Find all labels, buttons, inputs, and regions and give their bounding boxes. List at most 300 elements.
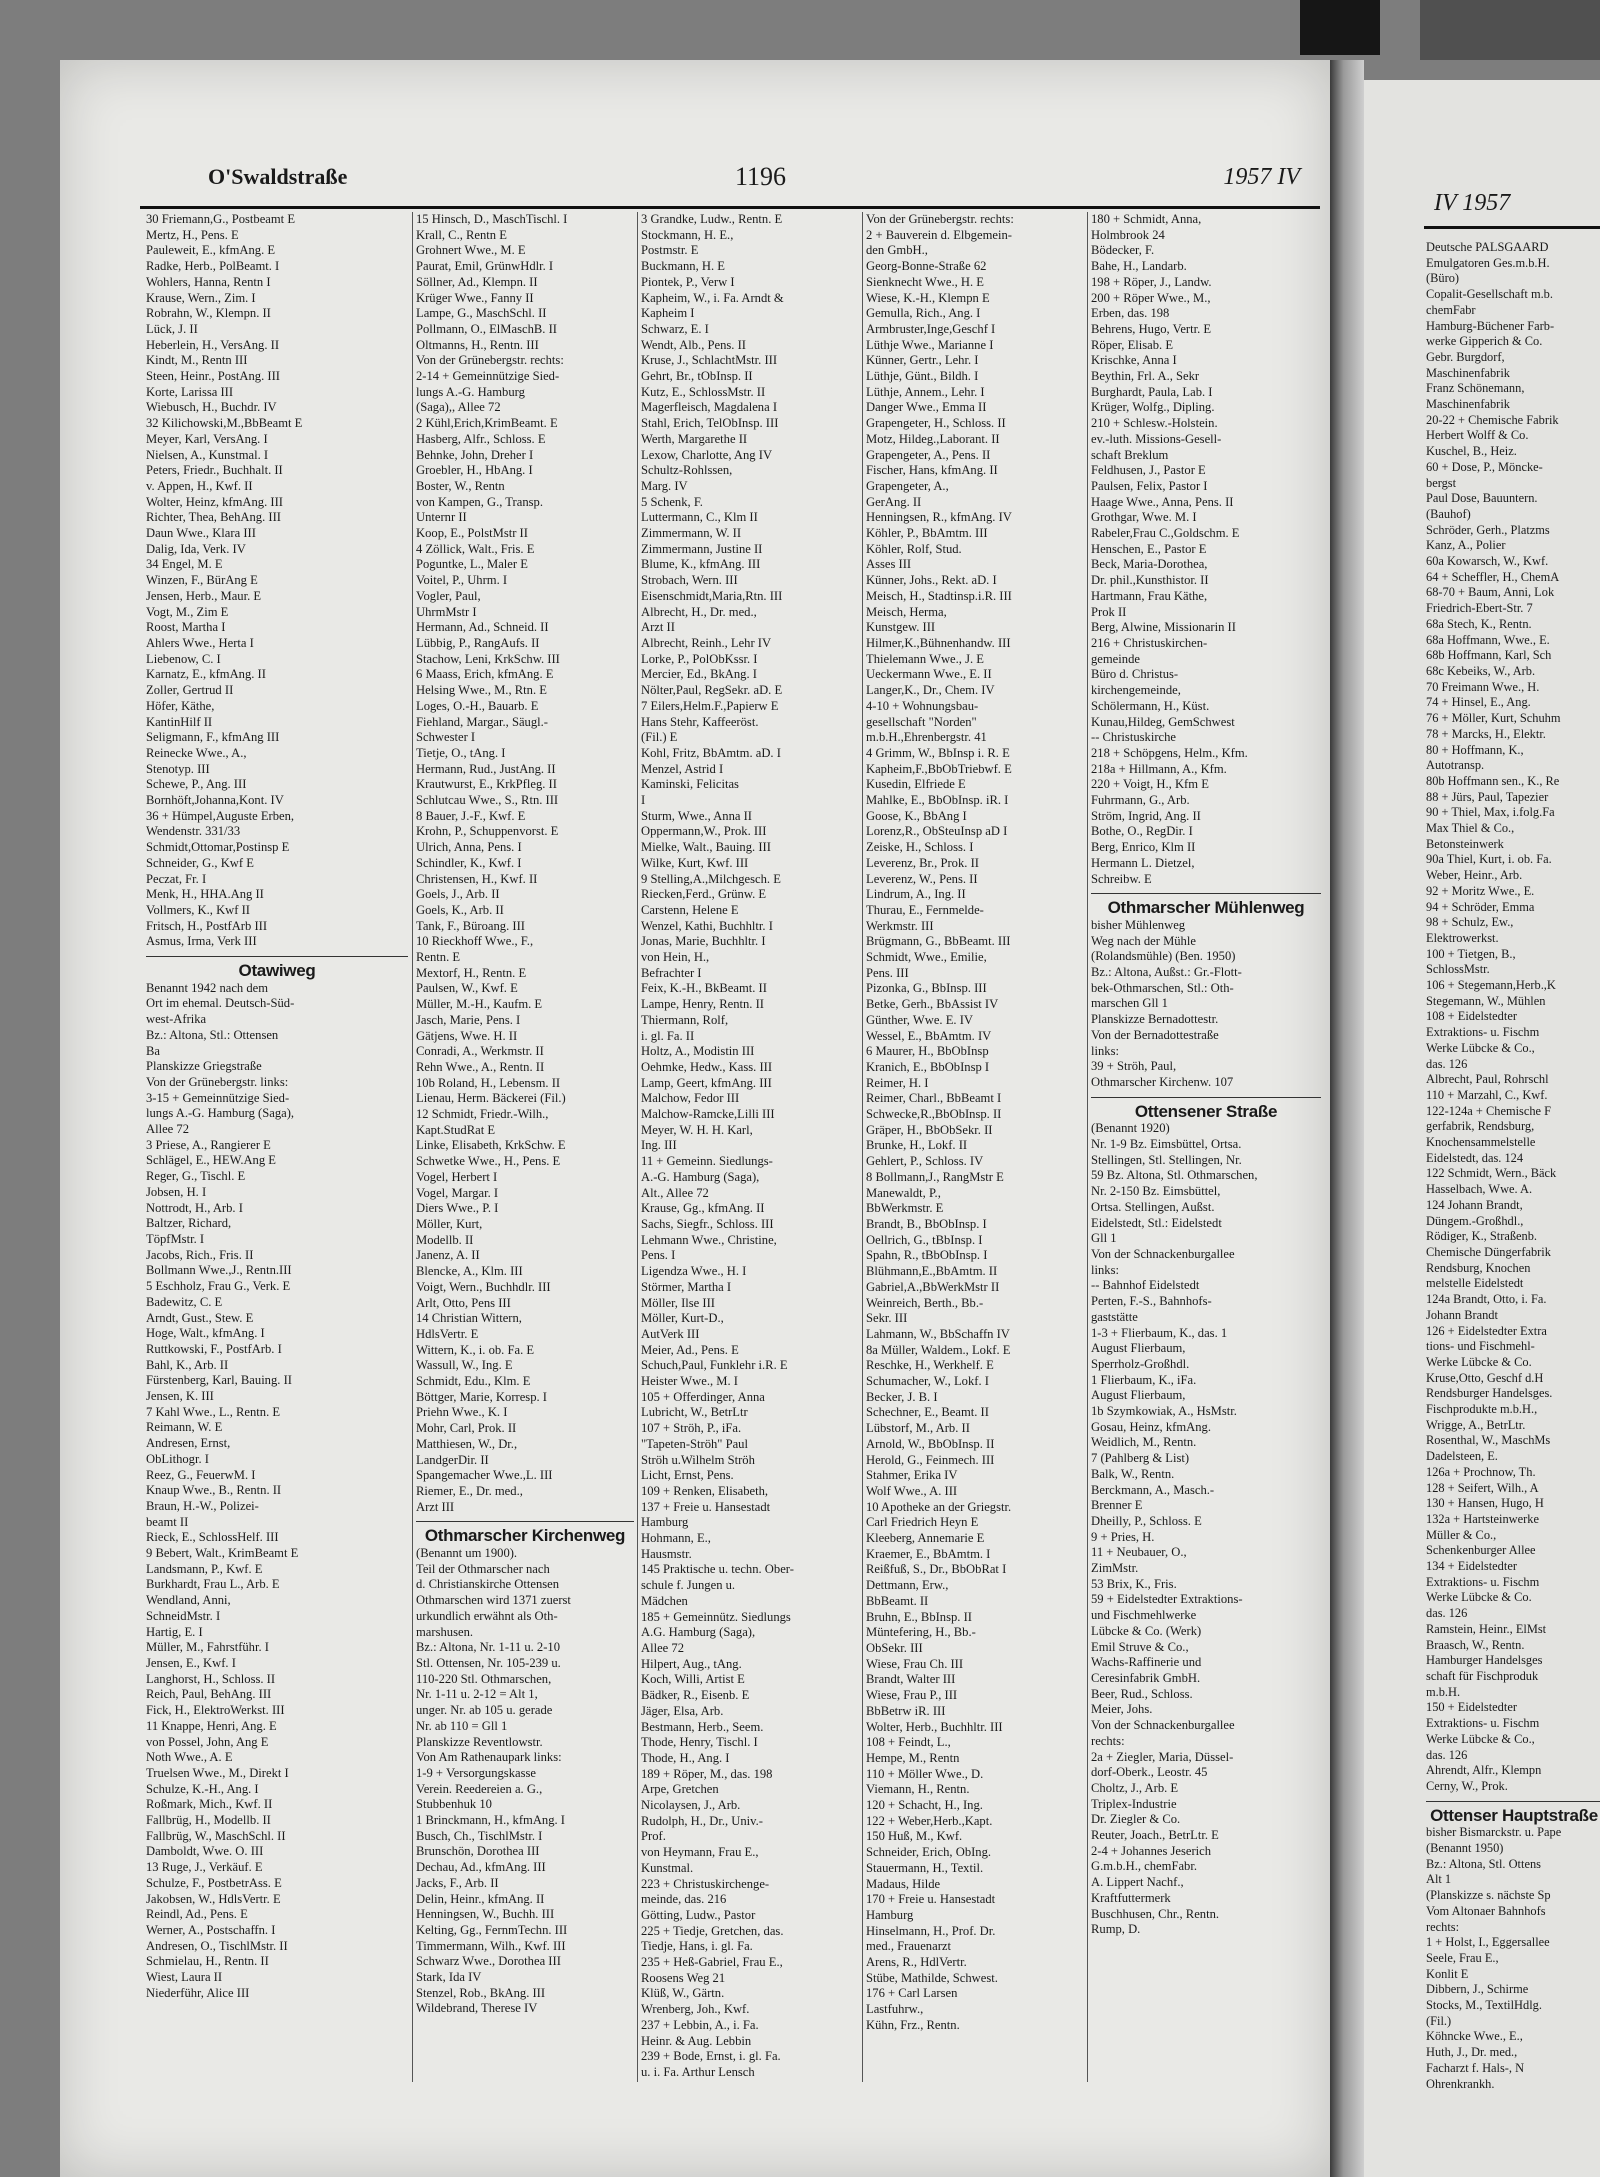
directory-entry: Lubricht, W., BetrLtr (641, 1405, 748, 1420)
directory-entry: Berckmann, A., Masch.- (1091, 1482, 1215, 1497)
directory-entry: Vom Altonaer Bahnhofs (1426, 1903, 1546, 1918)
directory-entry: Hamburg-Büchener Farb- (1426, 318, 1555, 333)
directory-entry: chemFabr (1426, 302, 1476, 317)
directory-entry: Viemann, H., Rentn. (866, 1782, 970, 1797)
directory-entry: Bollmann Wwe.,J., Rentn.III (146, 1263, 292, 1278)
directory-entry: Dadelsteen, E. (1426, 1449, 1498, 1464)
directory-entry: 132a + Hartsteinwerke (1426, 1511, 1539, 1526)
directory-entry: Andresen, O., TischlMstr. II (146, 1938, 288, 1953)
directory-entry: 4 Grimm, W., BbInsp i. R. E (866, 745, 1010, 760)
directory-entry: Röper, Elisab. E (1091, 337, 1174, 352)
directory-entry: Thiermann, Rolf, (641, 1012, 729, 1027)
directory-entry: ObSekr. III (866, 1640, 923, 1655)
directory-entry: Lüthje Wwe., Marianne I (866, 337, 994, 352)
directory-entry: von Heymann, Frau E., (641, 1845, 759, 1860)
directory-entry: Dibbern, J., Schirme (1426, 1982, 1529, 1997)
directory-entry: 126 + Eidelstedter Extra (1426, 1323, 1547, 1338)
directory-entry: 64 + Scheffler, H., ChemA (1426, 569, 1560, 584)
directory-entry: 128 + Seifert, Wilh., A (1426, 1480, 1539, 1495)
directory-entry: Grapengeter, A., (866, 478, 949, 493)
directory-entry: Magerfleisch, Magdalena I (641, 400, 778, 415)
directory-entry: (Benannt 1950) (1426, 1841, 1504, 1856)
directory-entry: Oehmke, Hedw., Kass. III (641, 1059, 773, 1074)
directory-entry: (Saga),, Allee 72 (416, 400, 501, 415)
directory-entry: Pauleweit, E., kfmAng. E (146, 243, 276, 258)
directory-entry: Wiese, Frau Ch. III (866, 1656, 964, 1671)
directory-entry: 189 + Röper, M., das. 198 (641, 1766, 773, 1781)
column-divider (637, 212, 638, 2082)
directory-entry: (Bauhof) (1426, 506, 1471, 521)
directory-entry: 36 + Hümpel,Auguste Erben, (146, 808, 295, 823)
directory-entry: Vogel, Margar. I (416, 1185, 499, 1200)
directory-entry: Wolf Wwe., A. III (866, 1483, 958, 1498)
directory-entry: bergst (1426, 475, 1457, 490)
directory-entry: Grohnert Wwe., M. E (416, 243, 526, 258)
directory-entry: lungs A.-G. Hamburg (416, 384, 525, 399)
directory-entry: Fürstenberg, Karl, Bauing. II (146, 1373, 292, 1388)
directory-entry: Bahl, K., Arb. II (146, 1357, 229, 1372)
directory-entry: Betonsteinwerk (1426, 836, 1504, 851)
directory-entry: marschen Gll 1 (1091, 996, 1168, 1011)
directory-entry: Stenzel, Rob., BkAng. III (416, 1985, 546, 2000)
directory-entry: Landsmann, P., Kwf. E (146, 1561, 263, 1576)
directory-entry: Weidlich, M., Rentn. (1091, 1435, 1197, 1450)
directory-entry: Vogler, Paul, (416, 588, 481, 603)
directory-entry: Mextorf, H., Rentn. E (416, 965, 527, 980)
directory-entry: Menk, H., HHA.Ang II (146, 887, 264, 902)
directory-entry: Kutz, E., SchlossMstr. II (641, 384, 766, 399)
directory-entry: 108 + Eidelstedter (1426, 1009, 1517, 1024)
directory-entry: Wrenberg, Joh., Kwf. (641, 2002, 750, 2017)
directory-entry: 11 + Gemeinn. Siedlungs- (641, 1154, 773, 1169)
directory-entry: Wohlers, Hanna, Rentn I (146, 274, 271, 289)
directory-entry: Vollmers, K., Kwf II (146, 902, 251, 917)
directory-entry: Brandt, Walter III (866, 1672, 956, 1687)
directory-entry: Jensen, Herb., Maur. E (146, 588, 262, 603)
directory-entry: Spahn, R., tBbObInsp. I (866, 1248, 988, 1263)
directory-entry: beamt II (146, 1514, 189, 1529)
directory-entry: i. gl. Fa. II (641, 1028, 695, 1043)
directory-entry: Vogt, M., Zim E (146, 604, 229, 619)
directory-entry: Roost, Martha I (146, 620, 226, 635)
directory-entry: Bz.: Altona, Nr. 1-11 u. 2-10 (416, 1640, 560, 1655)
directory-entry: Köhncke Wwe., E., (1426, 2029, 1523, 2044)
directory-entry: Gebr. Burgdorf, (1426, 349, 1505, 364)
directory-entry: Meisch, Herma, (866, 604, 947, 619)
section-rule (1091, 1097, 1321, 1098)
directory-entry: Krause, Wern., Zim. I (146, 290, 256, 305)
directory-entry: Helsing Wwe., M., Rtn. E (416, 683, 547, 698)
directory-entry: Madaus, Hilde (866, 1876, 941, 1891)
directory-entry: Köhler, Rolf, Stud. (866, 541, 962, 556)
directory-entry: Hamburg (866, 1907, 914, 1922)
directory-entry: Kelting, Gg., FernmTechn. III (416, 1922, 568, 1937)
directory-entry: Bz.: Altona, Stl. Ottens (1426, 1856, 1541, 1871)
directory-entry: Goose, K., BbAng I (866, 808, 967, 823)
directory-entry: Jensen, K. III (146, 1389, 214, 1404)
directory-entry: Poguntke, L., Maler E (416, 557, 528, 572)
directory-entry: unger. Nr. ab 105 u. gerade (416, 1703, 553, 1718)
directory-entry: Max Thiel & Co., (1426, 821, 1515, 836)
directory-entry: links: (1091, 1043, 1119, 1058)
directory-entry: Von Am Rathenaupark links: (416, 1750, 562, 1765)
directory-entry: Stachow, Leni, KrkSchw. III (416, 651, 560, 666)
street-section-title: Ottensener Straße (1134, 1101, 1278, 1121)
directory-entry: Kindt, M., Rentn III (146, 353, 248, 368)
directory-entry: Grapengeter, A., Pens. II (866, 447, 991, 462)
directory-entry: Zimmermann, W. II (641, 526, 742, 541)
directory-entry: Huth, J., Dr. med., (1426, 2045, 1518, 2060)
directory-entry: Henschen, E., Pastor E (1091, 541, 1207, 556)
directory-entry: Schölermann, H., Küst. (1091, 698, 1210, 713)
directory-entry: Maschinenfabrik (1426, 397, 1510, 412)
directory-entry: Fuhrmann, G., Arb. (1091, 793, 1190, 808)
column-divider (412, 212, 413, 2082)
directory-entry: Schwarz Wwe., Dorothea III (416, 1954, 561, 1969)
directory-entry: Hartig, E. I (146, 1624, 203, 1639)
directory-entry: Hartmann, Frau Käthe, (1091, 588, 1208, 603)
directory-entry: Buckmann, H. E (641, 259, 725, 274)
directory-entry: 223 + Christuskirchenge- (641, 1876, 770, 1891)
directory-entry: 198 + Röper, J., Landw. (1091, 274, 1212, 289)
directory-entry: Schlutcau Wwe., S., Rtn. III (416, 793, 559, 808)
directory-entry: Wittern, K., i. ob. Fa. E (416, 1342, 535, 1357)
directory-entry: Böttger, Marie, Korresp. I (416, 1389, 547, 1404)
directory-entry: Malchow, Fedor III (641, 1091, 740, 1106)
directory-entry: Fischer, Hans, kfmAng. II (866, 463, 998, 478)
page-header (140, 156, 1320, 209)
directory-entry: Schneider, Erich, ObIng. (866, 1845, 992, 1860)
directory-entry: Strobach, Wern. III (641, 573, 738, 588)
directory-entry: Wachs-Raffinerie und (1091, 1655, 1202, 1670)
directory-entry: Tank, F., Büroang. III (416, 918, 525, 933)
directory-entry: 60a Kowarsch, W., Kwf. (1426, 554, 1549, 569)
directory-entry: Müntefering, H., Bb.- (866, 1625, 976, 1640)
directory-entry: Haage Wwe., Anna, Pens. II (1091, 494, 1234, 509)
directory-entry: Reez, G., FeuerwM. I (146, 1467, 256, 1482)
directory-entry: Albrecht, H., Dr. med., (641, 604, 757, 619)
directory-entry: 68a Stech, K., Rentn. (1426, 616, 1532, 631)
directory-entry: Lorenz,R., ObSteuInsp aD I (866, 824, 1008, 839)
directory-entry: Rudolph, H., Dr., Univ.- (641, 1813, 763, 1828)
directory-entry: 2 + Bauverein d. Elbgemein- (866, 227, 1012, 242)
directory-entry: Lamp, Geert, kfmAng. III (641, 1075, 772, 1090)
directory-entry: 1 Flierbaum, K., iFa. (1091, 1372, 1197, 1387)
directory-entry: Lück, J. II (146, 321, 198, 336)
directory-entry: 150 + Eidelstedter (1426, 1700, 1517, 1715)
directory-entry: Pens. I (641, 1248, 676, 1263)
directory-entry: 80b Hoffmann sen., K., Re (1426, 773, 1560, 788)
directory-entry: m.b.H.,Ehrenbergstr. 41 (866, 730, 987, 745)
directory-entry: Ström, Ingrid, Ang. II (1091, 808, 1201, 823)
right-page-header: IV 1957 (1434, 190, 1511, 216)
directory-entry: Noth Wwe., A. E (146, 1750, 233, 1765)
directory-entry: Nottrodt, H., Arb. I (146, 1200, 243, 1215)
directory-entry: das. 126 (1426, 1747, 1468, 1762)
directory-entry: 200 + Röper Wwe., M., (1091, 290, 1211, 305)
directory-entry: Krischke, Anna I (1091, 353, 1177, 368)
directory-entry: Dr. Ziegler & Co. (1091, 1812, 1181, 1827)
directory-entry: Robrahn, W., Klempn. II (146, 306, 271, 321)
directory-entry: 110 + Möller Wwe., D. (866, 1766, 984, 1781)
directory-entry: Voigt, Wern., Buchhdlr. III (416, 1279, 551, 1294)
directory-entry: (Rolandsmühle) (Ben. 1950) (1091, 949, 1236, 964)
directory-entry: Kruse,Otto, Geschf d.H (1426, 1370, 1544, 1385)
directory-entry: Mädchen (641, 1593, 688, 1608)
directory-column-5 (1091, 212, 1321, 2092)
directory-entry: Reuter, Joach., BetrLtr. E (1091, 1828, 1219, 1843)
directory-entry: Schneider, G., Kwf E (146, 855, 254, 870)
directory-entry: Tiedje, Hans, i. gl. Fa. (641, 1939, 753, 1954)
directory-entry: Schröder, Gerh., Platzms (1426, 522, 1550, 537)
directory-entry: Möller, Kurt, (416, 1217, 483, 1231)
directory-entry: Wendland, Anni, (146, 1593, 231, 1608)
header-year: 1957 IV (1223, 164, 1300, 190)
directory-entry: Jensen, E., Kwf. I (146, 1655, 236, 1670)
directory-entry: 53 Brix, K., Fris. (1091, 1576, 1177, 1591)
directory-entry: Bädker, R., Eisenb. E (641, 1688, 750, 1703)
directory-entry: Othmarscher Kirchenw. 107 (1091, 1074, 1234, 1089)
directory-entry: 106 + Stegemann,Herb.,K (1426, 978, 1556, 993)
directory-entry: Pizonka, G., BbInsp. III (866, 981, 987, 996)
directory-entry: Timmermann, Wilh., Kwf. III (416, 1938, 566, 1953)
directory-entry: Berg, Enrico, Klm II (1091, 840, 1196, 855)
directory-entry: Burkhardt, Frau L., Arb. E (146, 1577, 280, 1592)
directory-entry: Brenner E (1091, 1498, 1143, 1513)
directory-entry: 11 Knappe, Henri, Ang. E (146, 1718, 277, 1733)
directory-entry: Werner, A., Postschaffn. I (146, 1922, 276, 1937)
directory-entry: 237 + Lebbin, A., i. Fa. (641, 2017, 759, 2032)
directory-entry: Langer,K., Dr., Chem. IV (866, 683, 995, 698)
directory-entry: 59 + Eidelstedter Extraktions- (1091, 1592, 1243, 1607)
directory-entry: Fick, H., ElektroWerkst. III (146, 1703, 285, 1718)
directory-entry: 216 + Christuskirchen- (1091, 635, 1208, 650)
directory-entry: 126a + Prochnow, Th. (1426, 1464, 1536, 1479)
directory-entry: Stocks, M., TextilHdlg. (1426, 1998, 1542, 2013)
directory-entry: Hinselmann, H., Prof. Dr. (866, 1923, 996, 1938)
directory-entry: Krüger, Wolfg., Dipling. (1091, 400, 1215, 415)
directory-entry: Kapheim,F.,BbObTriebwf. E (866, 761, 1012, 776)
directory-entry: Nielsen, A., Kunstmal. I (146, 447, 269, 462)
directory-entry: marshusen. (416, 1624, 474, 1639)
directory-entry: Bz.: Altona, Außst.: Gr.-Flott- (1091, 965, 1242, 980)
directory-entry: Liebenow, C. I (146, 651, 221, 666)
directory-entry: Meier, Johs. (1091, 1702, 1153, 1717)
directory-entry: 120 + Schacht, H., Ing. (866, 1798, 983, 1813)
directory-entry: Nr. 2-150 Bz. Eimsbüttel, (1091, 1184, 1221, 1199)
directory-entry: 1-9 + Versorgungskasse (416, 1765, 536, 1780)
directory-entry: Lübstorf, M., Arb. II (866, 1421, 970, 1436)
directory-entry: Schwester I (416, 730, 476, 745)
directory-entry: das. 126 (1426, 1606, 1468, 1621)
directory-entry: Kunau,Hildeg, GemSchwest (1091, 714, 1235, 729)
directory-entry: Krautwurst, E., KrkPfleg. II (416, 777, 557, 792)
section-rule (146, 956, 408, 957)
directory-entry: Linke, Elisabeth, KrkSchw. E (416, 1138, 566, 1153)
directory-entry: Mohr, Carl, Prok. II (416, 1421, 517, 1436)
directory-entry: Brügmann, G., BbBeamt. III (866, 934, 1011, 949)
directory-column-3 (641, 212, 859, 2092)
directory-entry: 94 + Schröder, Emma (1426, 899, 1535, 914)
directory-entry: Extraktions- u. Fischm (1426, 1574, 1540, 1589)
directory-entry: Künner, Johs., Rekt. aD. I (866, 573, 997, 588)
directory-entry: tions- und Fischmehl- (1426, 1339, 1535, 1354)
directory-entry: Kruse, J., SchlachtMstr. III (641, 353, 778, 368)
directory-entry: werke Gipperich & Co. (1426, 334, 1543, 349)
directory-entry: Götting, Ludw., Pastor (641, 1907, 756, 1922)
directory-entry: Friedrich-Ebert-Str. 7 (1426, 601, 1533, 616)
directory-entry: Cerny, W., Prok. (1426, 1778, 1508, 1793)
directory-entry: Schmidt,Ottomar,Postinsp E (146, 840, 290, 855)
directory-entry: Hasselbach, Wwe. A. (1426, 1182, 1533, 1197)
directory-entry: Erben, das. 198 (1091, 306, 1170, 321)
directory-column-6 (1426, 240, 1600, 2092)
directory-entry: 20-22 + Chemische Fabrik (1426, 412, 1559, 427)
directory-entry: Conradi, A., Werkmstr. II (416, 1044, 544, 1059)
directory-entry: Weber, Heinr., Arb. (1426, 868, 1523, 883)
directory-entry: Ba (146, 1043, 160, 1058)
directory-entry: west-Afrika (146, 1012, 207, 1027)
directory-entry: Christensen, H., Kwf. II (416, 871, 538, 886)
directory-entry: Arnold, W., BbObInsp. II (866, 1436, 995, 1451)
directory-entry: Wiese, Frau P., III (866, 1688, 958, 1703)
directory-entry: Von der Bernadottestraße (1091, 1027, 1219, 1042)
directory-entry: Wrigge, A., BetrLtr. (1426, 1417, 1526, 1432)
directory-entry: Stübe, Mathilde, Schwest. (866, 1970, 998, 1985)
directory-entry: Carstenn, Helene E (641, 902, 739, 917)
directory-entry: 1 Brinckmann, H., kfmAng. I (416, 1813, 566, 1828)
directory-entry: Reinecke Wwe., A., (146, 745, 247, 760)
directory-entry: 8 Bauer, J.-F., Kwf. E (416, 808, 526, 823)
directory-entry: Copalit-Gesellschaft m.b. (1426, 287, 1553, 302)
directory-entry: Kraftfuttermerk (1091, 1890, 1171, 1905)
directory-entry: Wilke, Kurt, Kwf. III (641, 855, 749, 870)
directory-entry: Klüß, W., Gärtn. (641, 1986, 725, 2001)
directory-entry: Groebler, H., HbAng. I (416, 463, 533, 478)
directory-entry: 180 + Schmidt, Anna, (1091, 212, 1202, 226)
directory-entry: Chemische Düngerfabrik (1426, 1245, 1551, 1259)
directory-entry: 108 + Feindt, L., (866, 1735, 951, 1750)
directory-entry: Choltz, J., Arb. E (1091, 1780, 1179, 1795)
directory-entry: Stellingen, Stl. Stellingen, Nr. (1091, 1152, 1242, 1167)
directory-entry: 14 Christian Wittern, (416, 1311, 522, 1326)
directory-entry: Leverenz, Br., Prok. II (866, 855, 979, 870)
directory-entry: 137 + Freie u. Hansestadt (641, 1499, 771, 1514)
directory-entry: A.G. Hamburg (Saga), (641, 1625, 756, 1640)
directory-entry: Meier, Ad., Pens. E (641, 1342, 739, 1357)
directory-entry: Goels, J., Arb. II (416, 887, 500, 902)
directory-entry: Dettmann, Erw., (866, 1578, 949, 1593)
directory-entry: Reich, Paul, BehAng. III (146, 1687, 272, 1702)
directory-entry: Beythin, Frl. A., Sekr (1091, 369, 1200, 384)
directory-entry: Behrens, Hugo, Vertr. E (1091, 321, 1212, 336)
directory-entry: Dr. phil.,Kunsthistor. II (1091, 573, 1209, 588)
directory-entry: Danger Wwe., Emma II (866, 400, 987, 415)
directory-entry: Gräper, H., BbObSekr. II (866, 1122, 993, 1137)
directory-entry: Deutsche PALSGAARD (1426, 240, 1549, 254)
directory-entry: bisher Bismarckstr. u. Pape (1426, 1825, 1562, 1840)
directory-entry: Riemer, E., Dr. med., (416, 1483, 523, 1498)
directory-entry: 110-220 Stl. Othmarschen, (416, 1671, 552, 1686)
directory-entry: Marg. IV (641, 478, 688, 493)
directory-entry: Franz Schönemann, (1426, 381, 1525, 396)
directory-entry: Richter, Thea, BehAng. III (146, 510, 281, 525)
directory-entry: Thielemann Wwe., J. E (866, 651, 984, 666)
section-rule (1426, 1801, 1600, 1802)
directory-entry: 76 + Möller, Kurt, Schuhm (1426, 711, 1561, 726)
directory-entry: Köhler, P., BbAmtm. III (866, 526, 988, 541)
directory-entry: 11 + Neubauer, O., (1091, 1545, 1187, 1560)
directory-entry: Zoller, Gertrud II (146, 683, 234, 698)
directory-entry: Langhorst, H., Schloss. II (146, 1671, 276, 1686)
page-number: 1196 (735, 162, 787, 191)
directory-entry: Paurat, Emil, GrünwHdlr. I (416, 259, 554, 274)
directory-entry: Pollmann, O., ElMaschB. II (416, 321, 557, 336)
directory-entry: 239 + Bode, Ernst, i. gl. Fa. (641, 2049, 781, 2064)
directory-entry: 13 Ruge, J., Verkäuf. E (146, 1860, 263, 1875)
directory-entry: von Kampen, G., Transp. (416, 494, 543, 509)
directory-entry: Spangemacher Wwe.,L. III (416, 1468, 553, 1483)
directory-entry: Sienknecht Wwe., H. E (866, 274, 984, 289)
directory-entry: Hermann, Rud., JustAng. II (416, 761, 556, 776)
directory-entry: Voitel, P., Uhrm. I (416, 573, 508, 588)
directory-entry: Kanz, A., Polier (1426, 538, 1506, 553)
directory-entry: Grothgar, Wwe. M. I (1091, 510, 1197, 525)
directory-entry: dorf-Oberk., Leostr. 45 (1091, 1765, 1208, 1780)
directory-entry: Werke Lübcke & Co. (1426, 1590, 1532, 1605)
directory-entry: Rump, D. (1091, 1922, 1141, 1937)
directory-entry: Von der Grünebergstr. links: (146, 1074, 289, 1089)
directory-entry: Zimmermann, Justine II (641, 541, 763, 556)
directory-entry: Jacks, F., Arb. II (416, 1875, 499, 1890)
directory-entry: Kuschel, B., Heiz. (1426, 444, 1517, 459)
directory-entry: Beer, Rud., Schloss. (1091, 1686, 1193, 1701)
directory-entry: gesellschaft "Norden" (866, 714, 977, 729)
directory-entry: KantinHilf II (146, 714, 213, 729)
directory-entry: Weinreich, Berth., Bb.- (866, 1295, 984, 1310)
directory-entry: Stauermann, H., Textil. (866, 1860, 984, 1875)
directory-entry: Eisenschmidt,Maria,Rtn. III (641, 588, 783, 603)
directory-entry: I (641, 793, 646, 808)
directory-entry: Fritsch, H., PostfArb III (146, 918, 268, 933)
directory-entry: (Büro) (1426, 271, 1460, 286)
directory-entry: Kranich, E., BbObInsp I (866, 1059, 990, 1074)
directory-entry: Reimer, H. I (866, 1075, 929, 1090)
directory-entry: 2-4 + Johannes Jeserich (1091, 1843, 1212, 1858)
directory-entry: Müller, M., Fahrstführ. I (146, 1640, 269, 1655)
directory-entry: Piontek, P., Verw I (641, 274, 735, 289)
directory-entry: ev.-luth. Missions-Gesell- (1091, 431, 1222, 446)
directory-entry: Heinr. & Aug. Lebbin (641, 2033, 752, 2048)
directory-entry: Lindrum, A., Ing. II (866, 887, 966, 902)
directory-entry: Hilpert, Aug., tAng. (641, 1656, 742, 1671)
directory-entry: 110 + Marzahl, C., Kwf. (1426, 1087, 1548, 1102)
directory-entry: Menzel, Astrid I (641, 761, 724, 776)
directory-entry: Knaup Wwe., B., Rentn. II (146, 1483, 282, 1498)
street-section-title: Ottenser Hauptstraße (1430, 1805, 1598, 1825)
directory-entry: Seligmann, F., kfmAng III (146, 730, 280, 745)
directory-entry: Nr. ab 110 = Gll 1 (416, 1718, 508, 1733)
directory-entry: Arens, R., HdlVertr. (866, 1955, 967, 1970)
directory-entry: 90 + Thiel, Max, i.folg.Fa (1426, 805, 1555, 820)
directory-entry: Ramstein, Heinr., ElMst (1426, 1621, 1547, 1636)
directory-entry: Schultz-Rohlssen, (641, 463, 733, 478)
directory-entry: LandgerDir. II (416, 1452, 489, 1467)
directory-entry: Janenz, A. II (416, 1248, 480, 1263)
directory-entry: Gätjens, Wwe. H. II (416, 1028, 518, 1043)
directory-entry: Emulgatoren Ges.m.b.H. (1426, 255, 1550, 270)
directory-entry: Arndt, Gust., Stew. E (146, 1310, 254, 1325)
